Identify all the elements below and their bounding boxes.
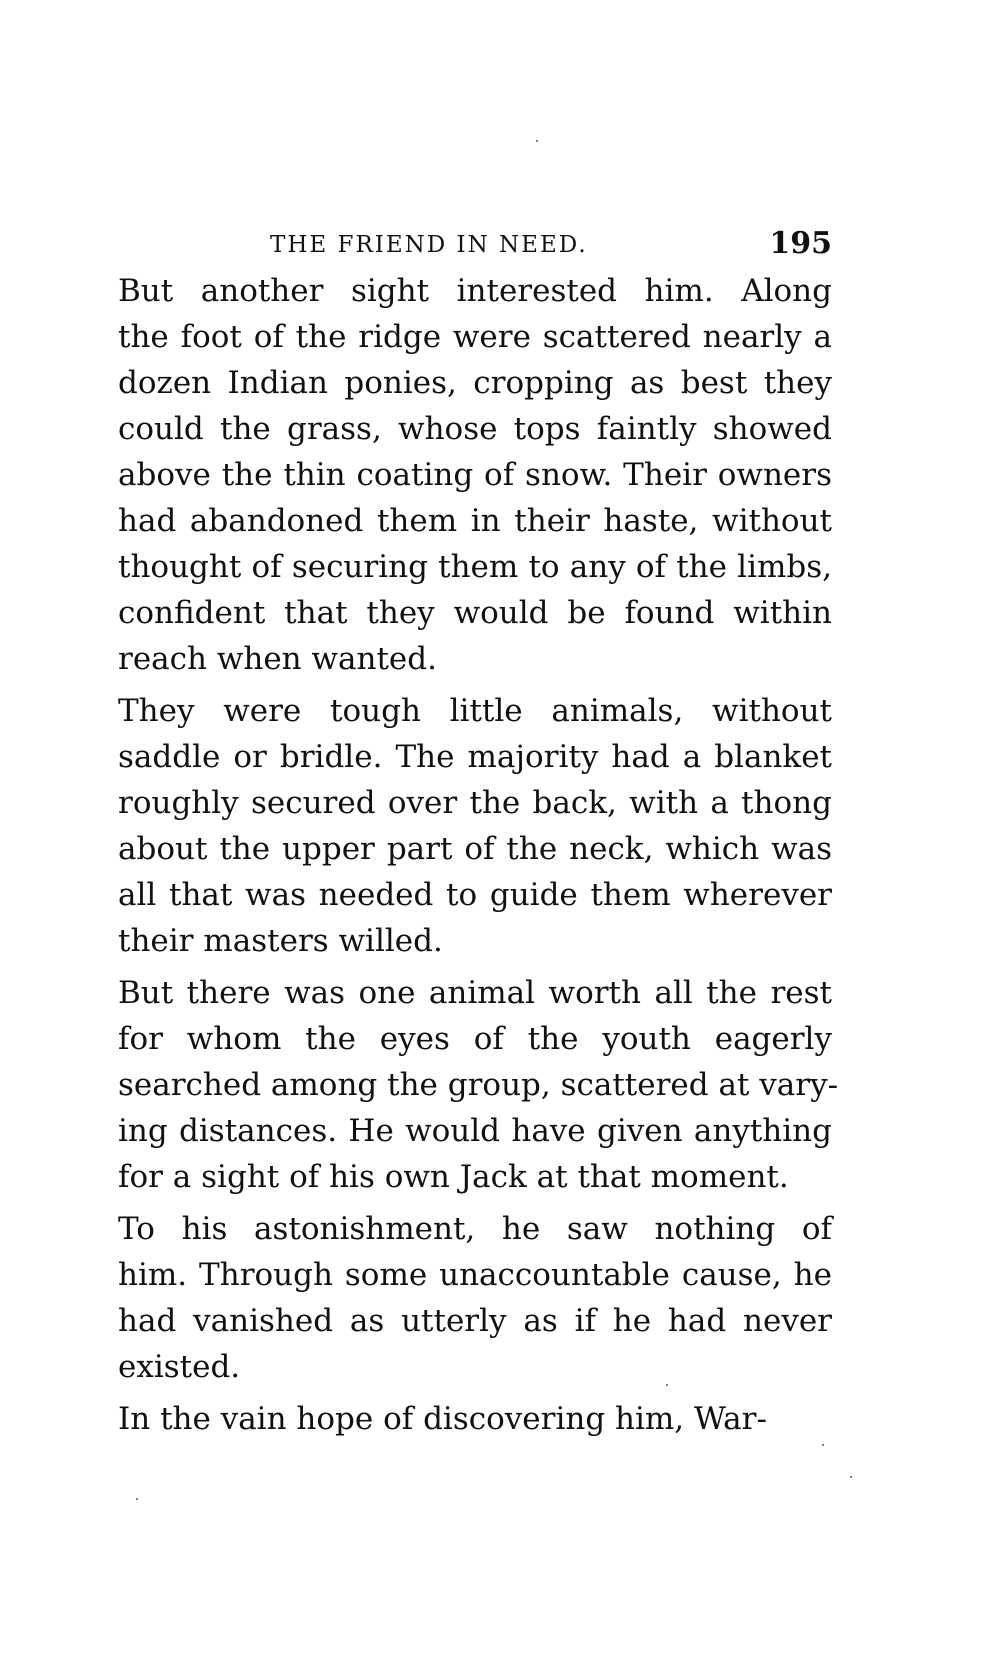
text-line: had vanished as utterly as if he had never (118, 1303, 832, 1339)
text-line: To his astonishment, he saw nothing of (118, 1211, 832, 1247)
running-title: THE FRIEND IN NEED. (270, 232, 588, 258)
text-line: about the upper part of the neck, which was (118, 831, 832, 867)
text-line: In the vain hope of discovering him, War- (118, 1401, 767, 1437)
text-line: for a sight of his own Jack at that moment. (118, 1159, 789, 1195)
paragraph-5 (80, 1396, 832, 1442)
text-line: roughly secured over the back, with a thong (118, 785, 832, 821)
text-line: him. Through some unaccountable cause, he (118, 1257, 832, 1293)
scan-speck (136, 1498, 138, 1500)
text-line: thought of securing them to any of the limbs, (118, 549, 832, 585)
body-text (80, 268, 839, 1448)
scan-speck (666, 1384, 668, 1386)
paragraph-1 (80, 268, 832, 682)
running-head (80, 226, 832, 266)
text-line: confident that they would be found within (118, 595, 832, 631)
text-line: all that was needed to guide them wherever (118, 877, 832, 913)
text-line: their masters willed. (118, 923, 443, 959)
scan-speck (822, 1444, 824, 1446)
paragraph-4 (80, 1206, 832, 1390)
page-number: 195 (769, 226, 832, 261)
text-line: could the grass, whose tops faintly showed (118, 411, 832, 447)
text-line: above the thin coating of snow. Their owners (118, 457, 832, 493)
scan-speck (850, 1476, 852, 1478)
text-line: But another sight interested him. Along (118, 273, 832, 309)
text-line: had abandoned them in their haste, without (118, 503, 832, 539)
text-line: ing distances. He would have given anything (118, 1113, 832, 1149)
paragraph-3 (80, 970, 839, 1200)
text-line: existed. (118, 1349, 241, 1385)
text-line: dozen Indian ponies, cropping as best they (118, 365, 832, 401)
text-line: reach when wanted. (118, 641, 437, 677)
scan-speck (536, 140, 538, 142)
text-line: saddle or bridle. The majority had a blanket (118, 739, 832, 775)
paragraph-2 (80, 688, 832, 964)
text-line: the foot of the ridge were scattered nearly a (118, 319, 832, 355)
text-line: for whom the eyes of the youth eagerly (118, 1021, 832, 1057)
text-line: searched among the group, scattered at vary- (118, 1067, 839, 1103)
text-line: But there was one animal worth all the rest (118, 975, 832, 1011)
text-line: They were tough little animals, without (118, 693, 832, 729)
